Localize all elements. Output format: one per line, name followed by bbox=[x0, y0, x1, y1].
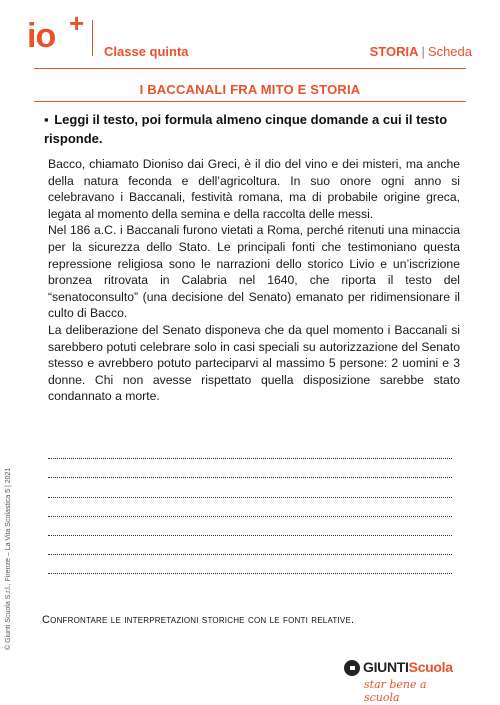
answer-lines[interactable] bbox=[48, 440, 452, 574]
logo-text: io bbox=[27, 17, 56, 55]
answer-line[interactable] bbox=[48, 440, 452, 459]
answer-line[interactable] bbox=[48, 459, 452, 478]
answer-line[interactable] bbox=[48, 498, 452, 517]
brand-name-main: GIUNTI bbox=[363, 659, 409, 675]
title-top-rule bbox=[34, 68, 466, 69]
subject-separator: | bbox=[421, 44, 425, 59]
bullet-icon: ▪ bbox=[44, 112, 49, 127]
brand-tagline: star bene a scuola bbox=[364, 678, 427, 704]
subject-name: STORIA bbox=[369, 44, 419, 59]
passage-paragraph: La deliberazione del Senato disponeva che da quel momento i Baccanali si sarebbero potuti celebrare solo in casi speciali su autorizzazione del Senato stesso e avrebbero potuto parteciparvi al massimo 5 persone: 2 uomini e 3 donne. Chi non avesse rispettato quella disposizione sarebbe stato condannato a morte. bbox=[48, 322, 460, 404]
title-bottom-rule bbox=[34, 101, 466, 102]
subject-label bbox=[370, 44, 472, 59]
giunti-g-icon bbox=[344, 660, 360, 676]
worksheet-title: I BACCANALI FRA MITO E STORIA bbox=[139, 82, 361, 97]
header-divider bbox=[92, 20, 93, 56]
copyright-notice: © Giunti Scuola S.r.l., Firenze – La Vita Scolastica 5 | 2021 bbox=[5, 467, 12, 650]
answer-line[interactable] bbox=[48, 517, 452, 536]
brand-name bbox=[363, 659, 453, 675]
answer-line[interactable] bbox=[48, 478, 452, 497]
instruction bbox=[44, 110, 464, 148]
reading-passage bbox=[48, 156, 460, 405]
class-label: Classe quinta bbox=[104, 44, 189, 59]
logo-plus: + bbox=[69, 8, 85, 38]
io-plus-logo bbox=[27, 8, 85, 58]
instruction-text: Leggi il testo, poi formula almeno cinque domande a cui il testo risponde. bbox=[44, 112, 448, 146]
answer-line[interactable] bbox=[48, 536, 452, 555]
giunti-scuola-logo bbox=[344, 659, 464, 704]
answer-line[interactable] bbox=[48, 555, 452, 574]
passage-paragraph: Bacco, chiamato Dioniso dai Greci, è il dio del vino e dei misteri, ma anche della natura feconda e dell’agricoltura. In suo onore ogni anno si celebravano i Baccanali, festività romana, ma di probabile origine greca, legata al momento della semina e della raccolta delle messi. bbox=[48, 157, 460, 221]
learning-objective: Confrontare le interpretazioni storiche con le fonti relative. bbox=[42, 614, 355, 626]
passage-paragraph: Nel 186 a.C. i Baccanali furono vietati a Roma, perché ritenuti una minaccia per la sicurezza dello Stato. Le principali fonti che testimoniano questa repressione religiosa sono le narrazioni dello storico Livio e un’iscrizione bronzea ritrovata in Calabria nel 1640, che riporta il testo del “senatoconsulto” (una decisione del Senato) emanato per ridimensionare il culto di Bacco. bbox=[48, 223, 460, 321]
document-kind: Scheda bbox=[427, 44, 472, 59]
brand-name-accent: Scuola bbox=[408, 659, 453, 675]
